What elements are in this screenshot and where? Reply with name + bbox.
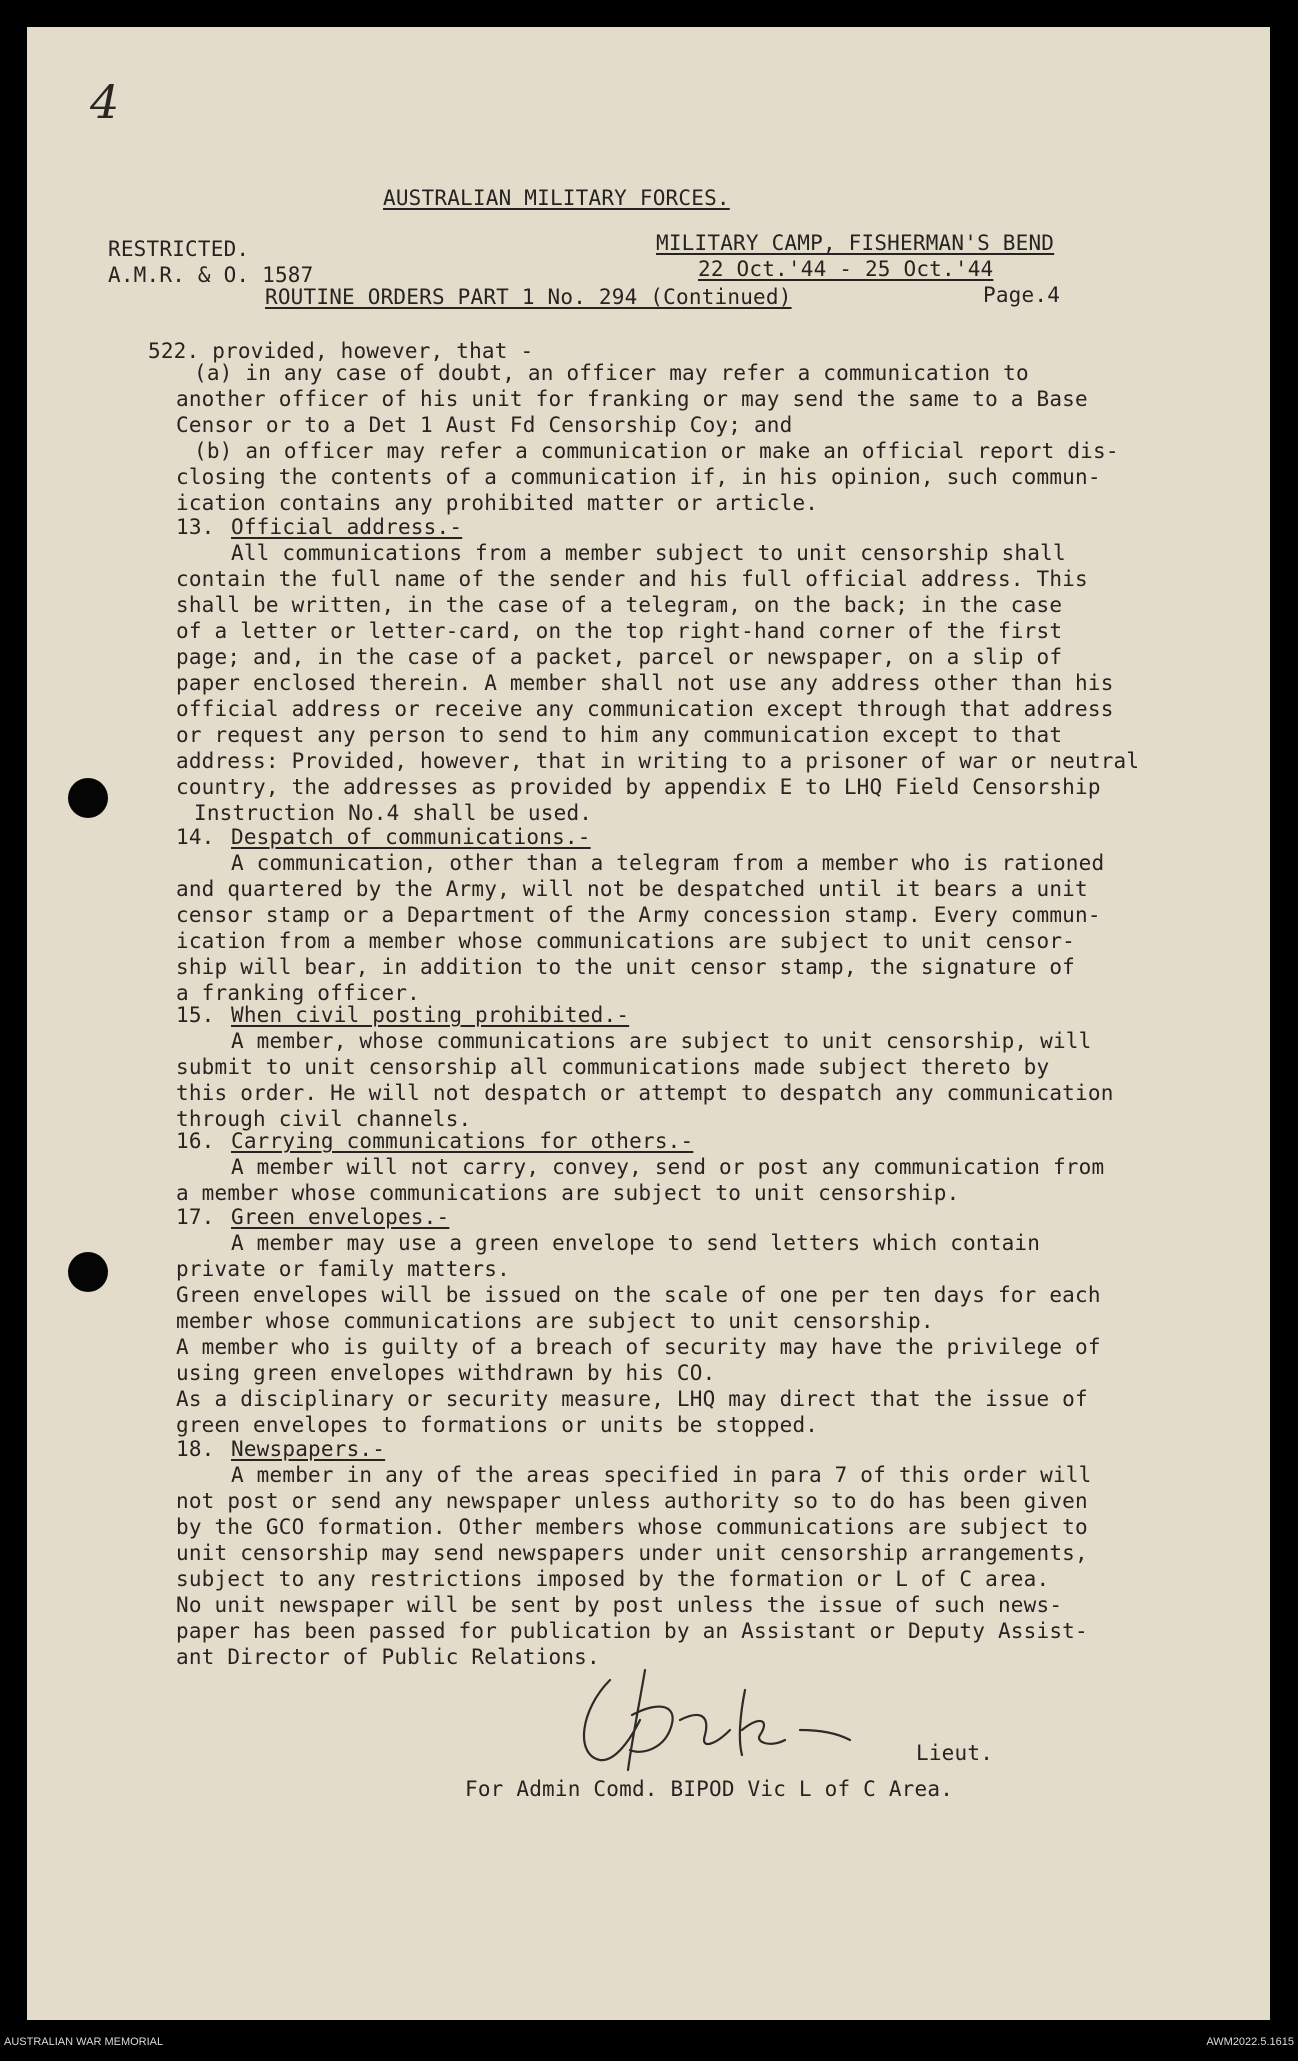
body-line: this order. He will not despatch or attempt to despatch any communication: [176, 1081, 1114, 1105]
body-line: paper enclosed therein. A member shall not use any address other than his: [176, 671, 1114, 695]
body-line: page; and, in the case of a packet, parcel or newspaper, on a slip of: [176, 645, 1063, 669]
section-heading: Carrying communications for others.-: [231, 1129, 694, 1153]
body-line: A member in any of the areas specified in para 7 of this order will: [231, 1463, 1092, 1487]
body-line: (a) in any case of doubt, an officer may refer a communication to: [194, 361, 1029, 385]
section-heading: Despatch of communications.-: [231, 825, 591, 849]
page-number: Page.4: [983, 283, 1061, 307]
body-line: address: Provided, however, that in writing to a prisoner of war or neutral: [176, 749, 1140, 773]
section-number: 18.: [176, 1437, 215, 1461]
body-line: A member, whose communications are subject to unit censorship, will: [231, 1029, 1092, 1053]
signature-for-line: For Admin Comd. BIPOD Vic L of C Area.: [465, 1777, 954, 1801]
body-line: Instruction No.4 shall be used.: [194, 801, 593, 825]
body-line: ant Director of Public Relations.: [176, 1645, 600, 1669]
body-line: All communications from a member subject to unit censorship shall: [231, 541, 1066, 565]
body-line: green envelopes to formations or units be stopped.: [176, 1413, 819, 1437]
body-line: A member who is guilty of a breach of security may have the privilege of: [176, 1335, 1101, 1359]
section-heading: Newspapers.-: [231, 1437, 386, 1461]
body-line: Censor or to a Det 1 Aust Fd Censorship Coy; and: [176, 413, 793, 437]
body-line: censor stamp or a Department of the Army concession stamp. Every commun-: [176, 903, 1101, 927]
body-line: and quartered by the Army, will not be despatched until it bears a unit: [176, 877, 1088, 901]
section-number: 17.: [176, 1205, 215, 1229]
body-line: a member whose communications are subject to unit censorship.: [176, 1181, 960, 1205]
body-line: using green envelopes withdrawn by his CO.: [176, 1361, 716, 1385]
body-line: submit to unit censorship all communications made subject thereto by: [176, 1055, 1050, 1079]
body-line: closing the contents of a communication if, in his opinion, such commun-: [176, 465, 1101, 489]
body-line: (b) an officer may refer a communication or make an official report dis-: [194, 439, 1119, 463]
body-line: shall be written, in the case of a telegram, on the back; in the case: [176, 593, 1063, 617]
body-line: ication contains any prohibited matter or article.: [176, 491, 819, 515]
body-line: Green envelopes will be issued on the scale of one per ten days for each: [176, 1283, 1101, 1307]
body-line: country, the addresses as provided by appendix E to LHQ Field Censorship: [176, 775, 1101, 799]
body-line: ship will bear, in addition to the unit censor stamp, the signature of: [176, 955, 1076, 979]
body-line: As a disciplinary or security measure, LHQ may direct that the issue of: [176, 1387, 1088, 1411]
body-line: member whose communications are subject to unit censorship.: [176, 1309, 934, 1333]
section-number: 13.: [176, 515, 215, 539]
orders-heading: ROUTINE ORDERS PART 1 No. 294 (Continued): [265, 285, 792, 309]
footer-left: AUSTRALIAN WAR MEMORIAL: [4, 2036, 164, 2048]
dates: 22 Oct.'44 - 25 Oct.'44: [698, 257, 994, 281]
location: MILITARY CAMP, FISHERMAN'S BEND: [656, 231, 1055, 255]
section-heading: When civil posting prohibited.-: [231, 1003, 630, 1027]
reference: A.M.R. & O. 1587: [108, 263, 314, 287]
body-line: of a letter or letter-card, on the top right-hand corner of the first: [176, 619, 1063, 643]
body-line: A member may use a green envelope to send letters which contain: [231, 1231, 1041, 1255]
document-title: AUSTRALIAN MILITARY FORCES.: [383, 186, 730, 210]
body-line: or request any person to send to him any communication except to that: [176, 723, 1063, 747]
body-line: contain the full name of the sender and his full official address. This: [176, 567, 1088, 591]
body-line: paper has been passed for publication by an Assistant or Deputy Assist-: [176, 1619, 1088, 1643]
classification: RESTRICTED.: [108, 237, 250, 261]
body-line: ication from a member whose communications are subject to unit censor-: [176, 929, 1076, 953]
body-line: another officer of his unit for franking or may send the same to a Base: [176, 387, 1088, 411]
section-number: 15.: [176, 1003, 215, 1027]
body-line: No unit newspaper will be sent by post unless the issue of such news-: [176, 1593, 1063, 1617]
body-line: through civil channels.: [176, 1107, 472, 1131]
body-line: official address or receive any communication except through that address: [176, 697, 1114, 721]
section-number: 14.: [176, 825, 215, 849]
section-heading: Official address.-: [231, 515, 463, 539]
body-line: unit censorship may send newspapers under unit censorship arrangements,: [176, 1541, 1088, 1565]
footer-right: AWM2022.5.1615: [1206, 2036, 1294, 2048]
section-number: 16.: [176, 1129, 215, 1153]
body-line: A member will not carry, convey, send or post any communication from: [231, 1155, 1105, 1179]
body-line: 522. provided, however, that -: [148, 339, 534, 363]
body-line: subject to any restrictions imposed by the formation or L of C area.: [176, 1567, 1050, 1591]
body-line: A communication, other than a telegram from a member who is rationed: [231, 851, 1105, 875]
signature-rank: Lieut.: [916, 1741, 994, 1765]
body-line: by the GCO formation. Other members whose communications are subject to: [176, 1515, 1088, 1539]
body-line: private or family matters.: [176, 1257, 510, 1281]
body-line: not post or send any newspaper unless authority so to do has been given: [176, 1489, 1088, 1513]
section-heading: Green envelopes.-: [231, 1205, 450, 1229]
body-line: a franking officer.: [176, 981, 421, 1005]
handwritten-signature: [570, 1660, 900, 1780]
handwritten-page-mark: 4: [90, 75, 120, 129]
